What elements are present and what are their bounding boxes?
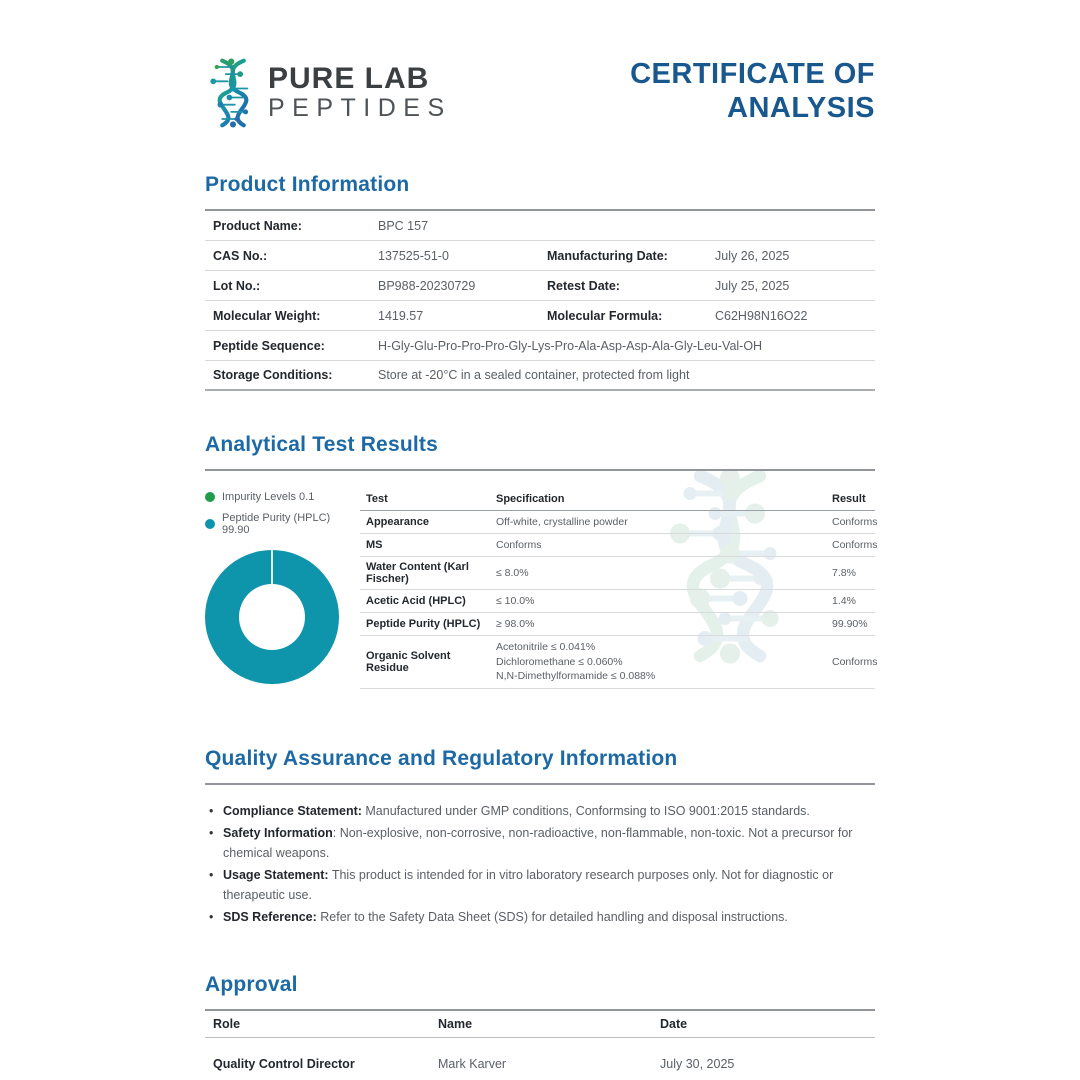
table-row bbox=[360, 636, 878, 689]
test-spec: Off-white, crystalline powder bbox=[496, 516, 628, 528]
qa-bullet-label: Compliance Statement: bbox=[223, 804, 362, 819]
field-label: Product Name: bbox=[213, 218, 302, 233]
column-header-specification: Specification bbox=[496, 492, 565, 505]
table-row bbox=[360, 590, 875, 613]
column-header-role: Role bbox=[213, 1017, 241, 1032]
test-name: Water Content (Karl Fischer) bbox=[366, 561, 469, 585]
test-result: Conforms bbox=[832, 516, 878, 528]
field-value: BPC 157 bbox=[378, 218, 429, 233]
legend-item-impurity bbox=[205, 491, 360, 503]
field-label: Molecular Formula: bbox=[547, 308, 663, 323]
qa-bullet-label: Usage Statement: bbox=[223, 868, 329, 883]
section-rule bbox=[205, 783, 875, 785]
table-row bbox=[205, 301, 875, 331]
qa-bullet-compliance bbox=[205, 802, 875, 821]
legend-item-purity bbox=[205, 512, 360, 536]
legend-swatch-teal bbox=[205, 519, 215, 529]
table-row bbox=[360, 613, 875, 636]
quality-assurance-section bbox=[205, 747, 875, 927]
test-spec bbox=[490, 636, 826, 688]
table-row bbox=[205, 241, 875, 271]
qa-bullet-label: SDS Reference: bbox=[223, 909, 317, 924]
test-result: 7.8% bbox=[832, 567, 856, 579]
chart-legend bbox=[205, 487, 360, 536]
approval-heading: Approval bbox=[205, 973, 298, 997]
column-header-test: Test bbox=[366, 492, 388, 505]
column-header-date: Date bbox=[660, 1017, 688, 1032]
table-row bbox=[205, 211, 875, 241]
legend-swatch-green bbox=[205, 492, 215, 502]
qa-bullet-safety bbox=[205, 824, 875, 863]
legend-label: Peptide Purity (HPLC) 99.90 bbox=[222, 512, 331, 536]
field-value: H-Gly-Glu-Pro-Pro-Pro-Gly-Lys-Pro-Ala-Asp-Asp-Ala-Gly-Leu-Val-OH bbox=[378, 338, 763, 353]
test-spec: ≤ 8.0% bbox=[496, 567, 529, 579]
table-row bbox=[360, 511, 878, 534]
field-label: Retest Date: bbox=[547, 278, 620, 293]
field-value: Store at -20°C in a sealed container, protected from light bbox=[378, 368, 690, 382]
table-row bbox=[205, 271, 875, 301]
purity-donut-chart bbox=[205, 487, 360, 689]
table-header-row bbox=[360, 487, 875, 511]
qa-bullet-text: Refer to the Safety Data Sheet (SDS) for detailed handling and disposal instructions. bbox=[316, 909, 788, 924]
qa-bullet-usage bbox=[205, 866, 875, 905]
test-name: Organic Solvent Residue bbox=[366, 650, 451, 675]
test-spec: Conforms bbox=[496, 539, 542, 551]
qa-bullet-text: This product is intended for in vitro laboratory research purposes only. Not for diagnostic or therapeutic use. bbox=[223, 868, 834, 902]
column-header-name: Name bbox=[438, 1017, 473, 1032]
field-value: July 25, 2025 bbox=[715, 278, 790, 293]
brand-name-line2: PEPTIDES bbox=[268, 94, 452, 123]
donut-chart bbox=[205, 550, 339, 684]
table-row bbox=[360, 534, 878, 557]
test-name: MS bbox=[366, 539, 383, 551]
brand-logo bbox=[205, 58, 452, 128]
quality-assurance-heading: Quality Assurance and Regulatory Information bbox=[205, 747, 678, 771]
analytical-test-results-section bbox=[205, 433, 878, 689]
field-label: CAS No.: bbox=[213, 248, 268, 263]
approver-role: Quality Control Director bbox=[213, 1057, 355, 1072]
brand-name bbox=[268, 63, 452, 123]
column-header-result: Result bbox=[832, 492, 866, 505]
field-value: C62H98N16O22 bbox=[715, 308, 808, 323]
test-results-table bbox=[360, 487, 878, 689]
approval-date: July 30, 2025 bbox=[660, 1057, 735, 1072]
approval-section bbox=[205, 973, 875, 1080]
spec-line: N,N-Dimethylformamide ≤ 0.088% bbox=[496, 670, 656, 683]
test-spec: ≥ 98.0% bbox=[496, 618, 535, 630]
field-label: Molecular Weight: bbox=[213, 308, 321, 323]
field-value: 1419.57 bbox=[378, 308, 424, 323]
qa-bullet-label: Safety Information bbox=[223, 826, 333, 841]
table-row bbox=[205, 1038, 875, 1080]
field-value: 137525-51-0 bbox=[378, 248, 449, 263]
table-header-row bbox=[205, 1011, 875, 1038]
test-spec: ≤ 10.0% bbox=[496, 595, 535, 607]
spec-line: Acetonitrile ≤ 0.041% bbox=[496, 641, 596, 653]
field-value: July 26, 2025 bbox=[715, 248, 790, 263]
field-label: Manufacturing Date: bbox=[547, 248, 668, 263]
test-name: Peptide Purity (HPLC) bbox=[366, 618, 481, 630]
field-label: Peptide Sequence: bbox=[213, 338, 325, 353]
section-rule bbox=[205, 469, 875, 471]
table-row bbox=[205, 361, 875, 391]
product-information-heading: Product Information bbox=[205, 173, 410, 196]
qa-bullet-list bbox=[205, 802, 875, 927]
test-name: Appearance bbox=[366, 516, 429, 528]
table-row bbox=[205, 331, 875, 361]
dna-helix-icon bbox=[205, 58, 261, 128]
spec-line: Dichloromethane ≤ 0.060% bbox=[496, 655, 623, 668]
legend-label: Impurity Levels 0.1 bbox=[222, 491, 315, 503]
test-result: 1.4% bbox=[832, 595, 856, 607]
test-name: Acetic Acid (HPLC) bbox=[366, 595, 466, 607]
test-result: 99.90% bbox=[832, 618, 868, 630]
qa-bullet-text: : Non-explosive, non-corrosive, non-radioactive, non-flammable, non-toxic. Not a precursor for chemical weapons. bbox=[223, 826, 853, 860]
field-label: Storage Conditions: bbox=[213, 368, 333, 382]
qa-bullet-text: Manufactured under GMP conditions, Conformsing to ISO 9001:2015 standards. bbox=[361, 804, 810, 819]
brand-name-line1: PURE LAB bbox=[268, 61, 430, 95]
test-result: Conforms bbox=[832, 656, 878, 669]
approval-table bbox=[205, 1011, 875, 1080]
test-result: Conforms bbox=[832, 539, 878, 551]
document-title: CERTIFICATE OF ANALYSIS bbox=[630, 58, 875, 124]
analytical-test-results-heading: Analytical Test Results bbox=[205, 433, 438, 456]
table-row bbox=[360, 557, 875, 590]
approver-name: Mark Karver bbox=[438, 1057, 507, 1072]
product-information-section bbox=[205, 173, 875, 391]
header bbox=[205, 0, 875, 128]
field-value: BP988-20230729 bbox=[378, 278, 476, 293]
field-label: Lot No.: bbox=[213, 278, 261, 293]
product-information-table bbox=[205, 211, 875, 391]
qa-bullet-sds bbox=[205, 908, 875, 927]
